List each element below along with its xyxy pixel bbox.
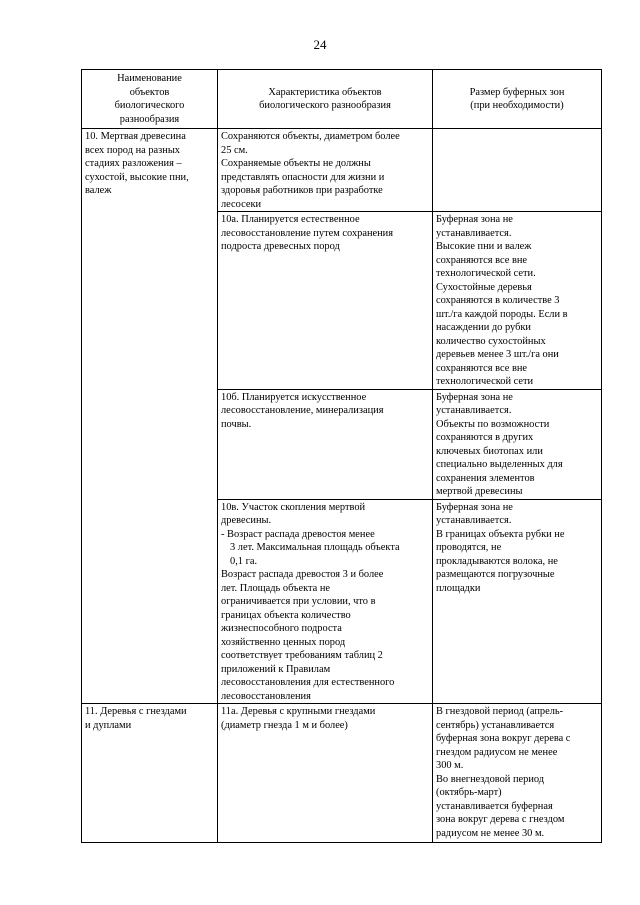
text-line: лесовосстановление путем сохранения xyxy=(221,227,394,239)
text-line: стадиях разложения – xyxy=(85,158,182,169)
text-line: устанавливается буферная xyxy=(436,800,553,812)
text-line: лесовосстановления для естественного xyxy=(221,677,395,688)
text-line: приложений к Правилам xyxy=(221,663,331,675)
text-line: технологической сети xyxy=(436,376,534,387)
text-line: валеж xyxy=(85,185,112,196)
text-line: сухостой, высокие пни, xyxy=(85,171,189,183)
text-line: (диаметр гнезда 1 м и более) xyxy=(221,719,348,731)
text-line: устанавливается. xyxy=(436,227,512,239)
text-line: радиусом не менее 30 м. xyxy=(436,827,545,839)
row-buffer-cell xyxy=(433,129,602,212)
text-line: Наименование xyxy=(117,73,182,84)
table-row xyxy=(82,704,602,843)
text-line: зона вокруг дерева с гнездом xyxy=(436,814,565,825)
text-line: буферная зона вокруг дерева с xyxy=(436,733,571,744)
text-line: почвы. xyxy=(221,418,252,430)
row-buffer-cell xyxy=(433,389,602,499)
text-line: Сухостойные деревья xyxy=(436,281,532,293)
text-line: ограничивается при условии, что в xyxy=(221,596,376,607)
text-line: сохраняются в количестве 3 xyxy=(436,295,560,306)
text-line: устанавливается. xyxy=(436,515,512,526)
text-line: границах объекта количество xyxy=(221,609,351,621)
text-line: объектов xyxy=(129,86,170,98)
header-characteristic xyxy=(218,70,433,129)
text-line: сохранения элементов xyxy=(436,472,535,484)
text-line: сохраняются все вне xyxy=(436,254,528,266)
text-line: соответствует требованиям таблиц 2 xyxy=(221,650,383,661)
text-line: сохраняются в других xyxy=(436,432,534,443)
row-buffer-cell xyxy=(433,212,602,390)
text-line: насаждении до рубки xyxy=(436,322,531,333)
text-line: Размер буферных зон xyxy=(469,86,565,98)
text-line: сентябрь) устанавливается xyxy=(436,719,555,731)
text-line: подроста древесных пород xyxy=(221,241,340,252)
text-line: биологического xyxy=(114,100,185,111)
text-line: площадки xyxy=(436,582,481,594)
text-line: 300 м. xyxy=(436,760,464,771)
row-characteristic-cell xyxy=(218,212,433,390)
text-line: 10. Мертвая древесина xyxy=(85,131,186,142)
text-line: технологической сети. xyxy=(436,268,536,279)
row-name-cell xyxy=(82,704,218,843)
text-line: мертвой древесины xyxy=(436,486,523,497)
text-line: шт./га каждой породы. Если в xyxy=(436,308,568,320)
text-line: деревьев менее 3 шт./га они xyxy=(436,349,559,360)
text-line: устанавливается. xyxy=(436,405,512,416)
text-line: представлять опасности для жизни и xyxy=(221,171,385,183)
row-characteristic-cell xyxy=(218,499,433,704)
row-buffer-cell xyxy=(433,499,602,704)
text-line: 3 лет. Максимальная площадь объекта xyxy=(230,542,400,553)
text-line: прокладываются волока, не xyxy=(436,555,558,567)
text-line: Буферная зона не xyxy=(436,214,513,225)
text-line: 10а. Планируется естественное xyxy=(221,214,360,225)
text-line: Буферная зона не xyxy=(436,501,513,513)
text-line: 11. Деревья с гнездами xyxy=(85,706,187,717)
text-line: проводятся, не xyxy=(436,542,502,553)
text-line: всех пород на разных xyxy=(85,144,181,156)
table-row xyxy=(82,129,602,212)
biodiversity-table xyxy=(81,69,602,843)
text-line: 0,1 га. xyxy=(230,555,258,567)
text-line: лесовосстановление, минерализация xyxy=(221,405,384,416)
row-characteristic-cell xyxy=(218,389,433,499)
text-line: и дуплами xyxy=(85,719,132,731)
text-line: ключевых биотопах или xyxy=(436,445,543,457)
text-line: Во внегнездовой период xyxy=(436,773,545,785)
text-line: Сохраняемые объекты не должны xyxy=(221,158,371,169)
row-buffer-cell xyxy=(433,704,602,843)
text-line: (октябрь-март) xyxy=(436,787,502,798)
text-line: Буферная зона не xyxy=(436,391,513,403)
text-line: - Возраст распада древостоя менее xyxy=(221,528,375,540)
text-line: 25 см. xyxy=(221,144,248,156)
text-line: здоровья работников при разработке xyxy=(221,185,383,196)
table-header-row xyxy=(82,70,602,129)
text-line: количество сухостойных xyxy=(436,335,546,347)
text-line: лет. Площадь объекта не xyxy=(221,582,331,594)
text-line: 10б. Планируется искусственное xyxy=(221,391,367,403)
page-number: 24 xyxy=(313,37,327,52)
text-line: Высокие пни и валеж xyxy=(436,241,532,252)
text-line: специально выделенных для xyxy=(436,459,563,470)
header-buffer-zone xyxy=(433,70,602,129)
header-object-name xyxy=(82,70,218,129)
text-line: древесины. xyxy=(221,515,272,526)
text-line: В гнездовой период (апрель- xyxy=(436,706,564,717)
text-line: 11а. Деревья с крупными гнездами xyxy=(221,706,376,717)
text-line: гнездом радиусом не менее xyxy=(436,746,558,758)
text-line: разнообразия xyxy=(119,113,180,125)
row-characteristic-cell xyxy=(218,704,433,843)
text-line: жизнеспособного подроста xyxy=(221,623,342,634)
text-line: лесовосстановления xyxy=(221,690,311,702)
text-line: Объекты по возможности xyxy=(436,418,550,430)
text-line: сохраняются все вне xyxy=(436,362,528,374)
text-line: 10в. Участок скопления мертвой xyxy=(221,501,366,513)
row-name-cell xyxy=(82,129,218,704)
text-line: Характеристика объектов xyxy=(268,86,382,98)
row-characteristic-cell xyxy=(218,129,433,212)
text-line: лесосеки xyxy=(221,198,262,210)
text-line: В границах объекта рубки не xyxy=(436,528,565,540)
text-line: Сохраняются объекты, диаметром более xyxy=(221,131,400,142)
text-line: биологического разнообразия xyxy=(259,100,391,111)
text-line: хозяйственно ценных пород xyxy=(221,636,346,648)
text-line: Возраст распада древостоя 3 и более xyxy=(221,569,384,580)
text-line: (при необходимости) xyxy=(470,100,564,111)
text-line: размещаются погрузочные xyxy=(436,569,555,580)
